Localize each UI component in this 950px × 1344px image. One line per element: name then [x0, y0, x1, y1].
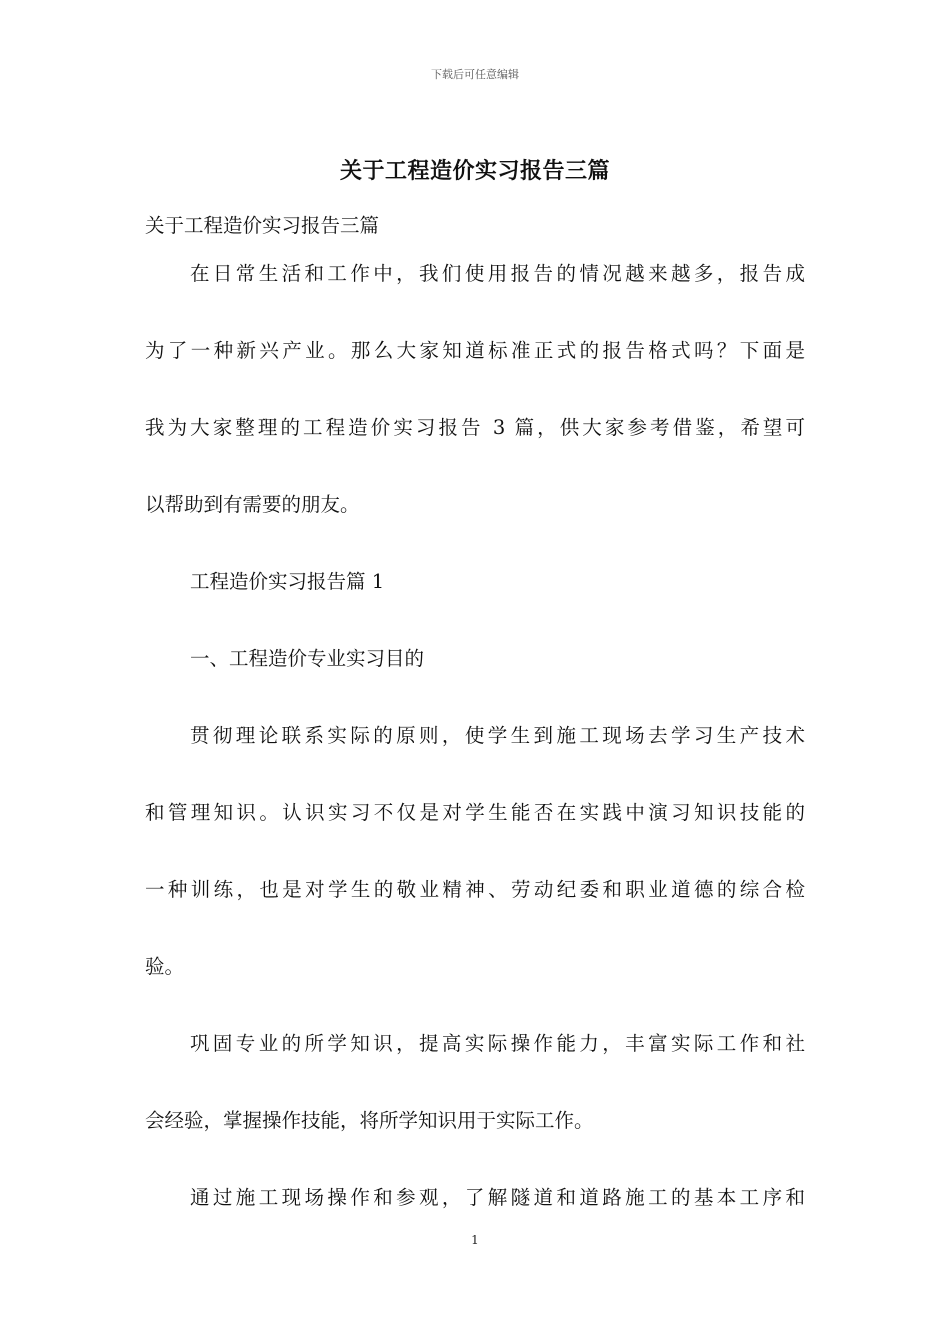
body-text-line: 工程造价实习报告篇 1 — [190, 570, 385, 593]
page-number: 1 — [471, 1233, 479, 1247]
body-text-line: 我为大家整理的工程造价实习报告 3 篇，供大家参考借鉴，希望可 — [145, 416, 805, 439]
body-text-line: 一、工程造价专业实习目的 — [190, 647, 425, 670]
body-text-line: 通过施工现场操作和参观，了解隧道和道路施工的基本工序和 — [190, 1186, 805, 1209]
document-body — [145, 201, 805, 1250]
body-text-line: 会经验，掌握操作技能，将所学知识用于实际工作。 — [145, 1109, 594, 1132]
body-text-line: 贯彻理论联系实际的原则，使学生到施工现场去学习生产技术 — [190, 724, 805, 747]
body-text-line: 巩固专业的所学知识，提高实际操作能力，丰富实际工作和社 — [190, 1032, 805, 1055]
body-text-line: 为了一种新兴产业。那么大家知道标准正式的报告格式吗？下面是 — [145, 339, 805, 362]
document-title: 关于工程造价实习报告三篇 — [339, 158, 610, 184]
body-text-line: 关于工程造价实习报告三篇 — [145, 214, 380, 237]
body-text-line: 在日常生活和工作中，我们使用报告的情况越来越多，报告成 — [190, 262, 805, 285]
body-text-line: 一种训练，也是对学生的敬业精神、劳动纪委和职业道德的综合检 — [145, 878, 805, 901]
page-header-note: 下载后可任意编辑 — [431, 68, 519, 81]
body-text-line: 和管理知识。认识实习不仅是对学生能否在实践中演习知识技能的 — [145, 801, 805, 824]
body-text-line: 验。 — [145, 955, 185, 978]
body-text-line: 以帮助到有需要的朋友。 — [145, 493, 360, 516]
